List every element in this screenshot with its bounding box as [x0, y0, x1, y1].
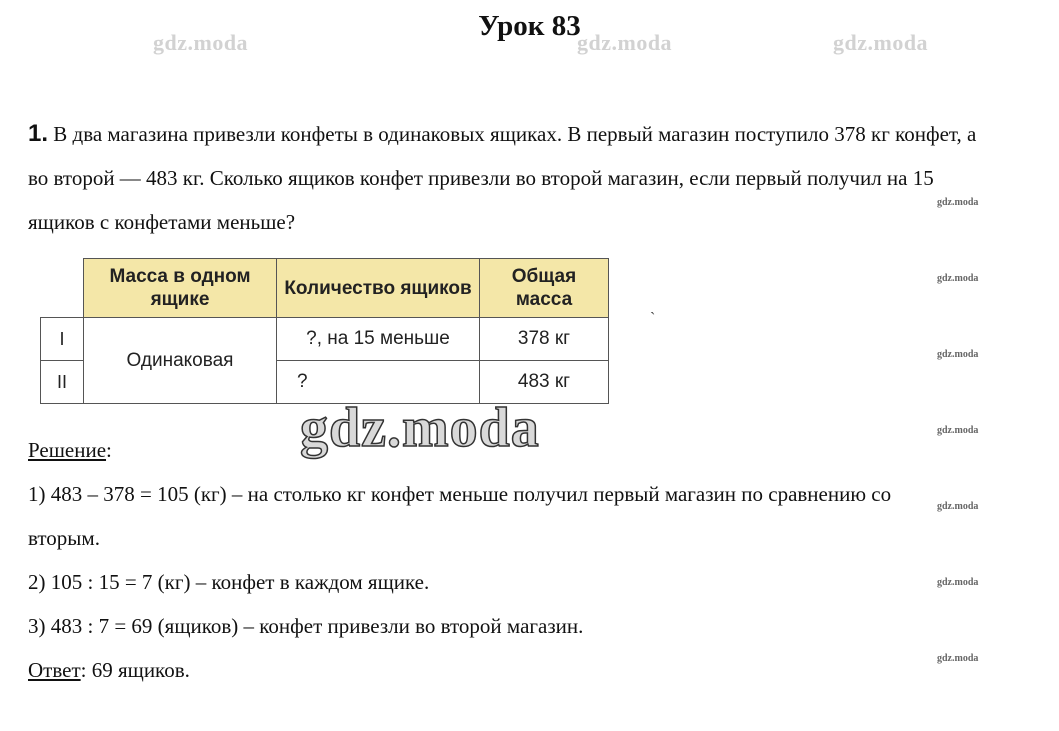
watermark-top-right: gdz.moda — [833, 30, 929, 55]
answer-line: Ответ: 69 ящиков. — [28, 658, 190, 682]
stray-mark: ` — [650, 310, 656, 327]
total-cell: 483 кг — [480, 361, 609, 404]
solution-heading-line: Решение: — [28, 438, 112, 462]
total-cell: 378 кг — [480, 318, 609, 361]
header-count: Количество ящиков — [277, 259, 480, 318]
answer-label: Ответ — [28, 658, 81, 682]
row-label: II — [41, 361, 84, 404]
answer-value: 69 ящиков. — [91, 658, 190, 682]
solution-step: 3) 483 : 7 = 69 (ящиков) – конфет привезли во второй магазин. — [28, 614, 584, 638]
lesson-title: Урок 83 — [478, 10, 581, 42]
watermark-center: gdz.moda — [300, 397, 540, 459]
watermark-side: gdz.moda — [937, 577, 979, 588]
solution-block — [28, 428, 928, 692]
mass-cell: Одинаковая — [84, 318, 277, 404]
watermark-top-left: gdz.moda — [153, 30, 249, 55]
count-cell: ?, на 15 меньше — [277, 318, 480, 361]
watermark-top-center: gdz.moda — [577, 30, 673, 55]
solution-step: 1) 483 – 378 = 105 (кг) – на столько кг конфет меньше получил первый магазин по сравнению со вторым. — [28, 482, 892, 550]
count-cell: ? — [277, 361, 480, 404]
row-label: I — [41, 318, 84, 361]
watermark-side: gdz.moda — [937, 653, 979, 664]
table-header-row — [41, 259, 609, 318]
data-table — [40, 258, 609, 404]
task-text: В два магазина привезли конфеты в одинаковых ящиках. В первый магазин поступило 378 кг конфет, а во второй — 483 кг. Сколько ящиков конфет привезли во второй магазин, если первый получил на 15 ящиков с конфетами меньше? — [28, 122, 977, 234]
solution-step: 2) 105 : 15 = 7 (кг) – конфет в каждом ящике. — [28, 570, 430, 594]
watermark-side: gdz.moda — [937, 425, 979, 436]
watermark-side: gdz.moda — [937, 349, 979, 360]
table-corner — [41, 259, 84, 318]
watermark-side: gdz.moda — [937, 501, 979, 512]
header-total: Общая масса — [480, 259, 609, 318]
table-row — [41, 318, 609, 361]
header-mass: Масса в одном ящике — [84, 259, 277, 318]
task-block — [28, 112, 988, 244]
watermark-side: gdz.moda — [937, 273, 979, 284]
watermark-side: gdz.moda — [937, 197, 979, 208]
solution-heading: Решение — [28, 438, 107, 462]
task-number: 1. — [28, 120, 49, 147]
